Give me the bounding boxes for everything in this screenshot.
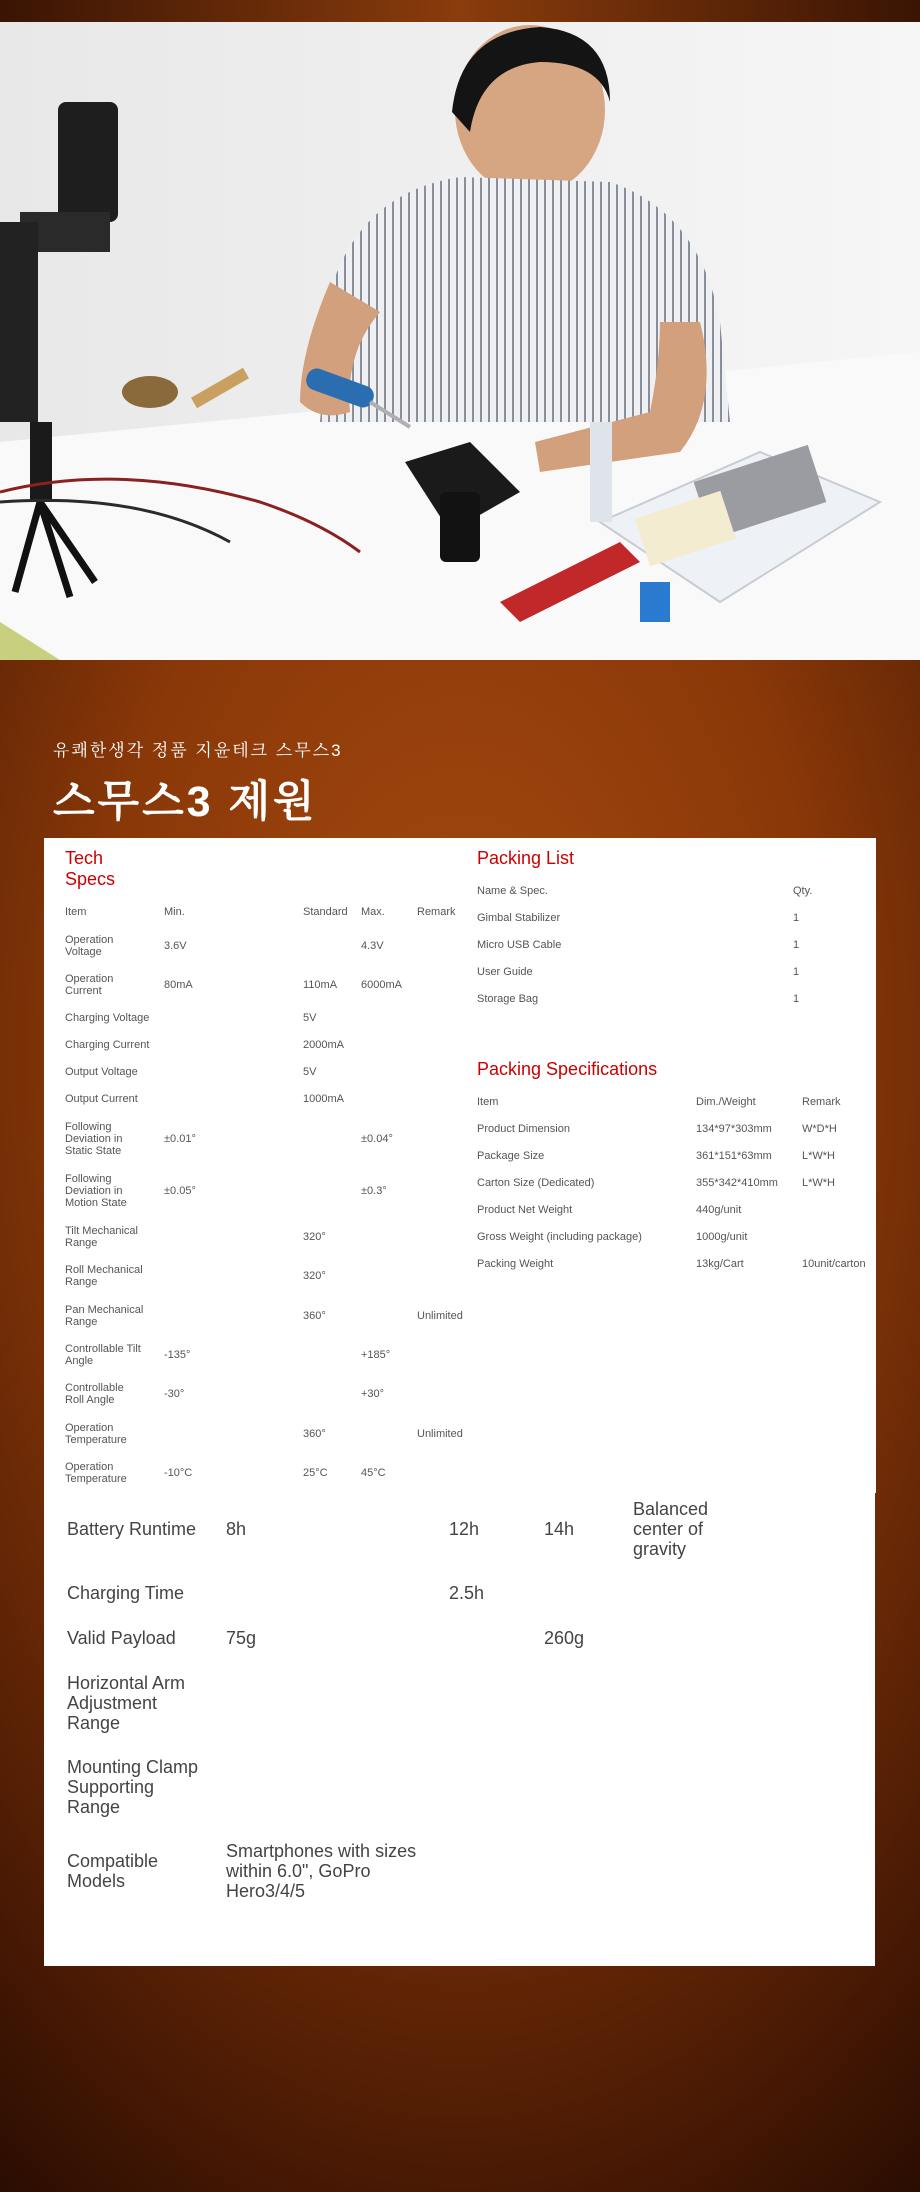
large-spec-min: 8h [226,1519,247,1539]
tech-cell-max: 4.3V [361,940,384,952]
tech-specs-title: Tech Specs [65,848,116,889]
tech-cell-item: Controllable Roll Angle [65,1382,124,1406]
tech-cell-item: Roll Mechanical Range [65,1264,143,1288]
packing-list-name: Micro USB Cable [477,939,562,951]
tech-cell-std: 5V [303,1012,317,1024]
tech-cell-min: 80mA [164,979,193,991]
tech-cell-item: Operation Voltage [65,934,114,958]
large-spec-remark: Balanced center of gravity [633,1499,709,1559]
packing-specs-dim: 13kg/Cart [696,1258,744,1270]
large-spec-min: Smartphones with sizes within 6.0", GoPro Hero3/4/5 [226,1841,417,1901]
tech-cell-min: 3.6V [164,940,187,952]
large-spec-min: 75g [226,1628,257,1648]
packing-list-qty: 1 [793,912,800,924]
page-subtitle: 유쾌한생각 정품 지윤테크 스무스3 [53,741,343,760]
tech-cell-std: 320° [303,1231,326,1243]
packing-list-header-name: Name & Spec. [477,885,548,897]
tech-cell-item: Following Deviation in Motion State [65,1173,127,1209]
large-spec-item: Valid Payload [67,1628,176,1648]
large-spec-std: 2.5h [449,1583,485,1603]
tech-cell-std: 5V [303,1066,317,1078]
tech-header-max: Max. [361,906,385,918]
packing-list-title: Packing List [477,848,575,868]
tech-header-remark: Remark [417,906,456,918]
tech-cell-item: Charging Current [65,1039,150,1051]
tech-cell-item: Operation Current [65,973,114,997]
packing-specs-item: Gross Weight (including package) [477,1231,642,1243]
tech-header-item: Item [65,906,87,918]
tech-cell-min: -135° [164,1349,191,1361]
tech-cell-max: 6000mA [361,979,402,991]
tech-header-min: Min. [164,906,185,918]
tech-cell-min: -10°C [164,1467,193,1479]
packing-specs-item: Carton Size (Dedicated) [477,1177,595,1189]
tech-cell-std: 320° [303,1270,326,1282]
packing-specs-header-remark: Remark [802,1096,841,1108]
packing-specs-item: Packing Weight [477,1258,554,1270]
tech-cell-item: Pan Mechanical Range [65,1304,144,1328]
tech-cell-max: ±0.04° [361,1133,393,1145]
tech-cell-max: ±0.3° [361,1185,387,1197]
tech-cell-max: +30° [361,1388,385,1400]
packing-list-name: User Guide [477,966,533,978]
tech-cell-item: Charging Voltage [65,1012,150,1024]
tech-cell-min: ±0.01° [164,1133,196,1145]
tech-cell-item: Output Voltage [65,1066,138,1078]
packing-specs-dim: 1000g/unit [696,1231,748,1243]
tech-cell-item: Controllable Tilt Angle [65,1343,141,1367]
packing-specs-header-item: Item [477,1096,499,1108]
packing-specs-title: Packing Specifications [477,1059,658,1079]
tech-cell-item: Following Deviation in Static State [65,1121,123,1157]
product-photo [0,22,920,660]
packing-specs-dim: 355*342*410mm [696,1177,778,1189]
page-title: 스무스3 제원 [53,778,318,826]
spec-card-upper [44,838,876,1493]
tech-cell-item: Output Current [65,1093,138,1105]
large-spec-item: Battery Runtime [67,1519,197,1539]
large-spec-std: 12h [449,1519,480,1539]
packing-list-name: Storage Bag [477,993,539,1005]
tech-cell-min: ±0.05° [164,1185,196,1197]
packing-specs-remark: L*W*H [802,1150,836,1162]
large-spec-max: 260g [544,1628,585,1648]
tech-cell-max: 45°C [361,1467,386,1479]
packing-specs-item: Product Net Weight [477,1204,573,1216]
packing-list-name: Gimbal Stabilizer [477,912,561,924]
packing-specs-dim: 361*151*63mm [696,1150,772,1162]
tech-cell-item: Tilt Mechanical Range [65,1225,138,1249]
packing-specs-item: Product Dimension [477,1123,570,1135]
packing-specs-dim: 134*97*303mm [696,1123,772,1135]
packing-list-qty: 1 [793,993,800,1005]
packing-list-qty: 1 [793,966,800,978]
large-spec-max: 14h [544,1519,575,1539]
packing-specs-header-dim: Dim./Weight [696,1096,756,1108]
large-spec-item: Charging Time [67,1583,185,1603]
top-banner-strip [0,0,920,22]
tech-cell-std: 1000mA [303,1093,344,1105]
tech-cell-min: -30° [164,1388,185,1400]
packing-specs-item: Package Size [477,1150,545,1162]
tech-cell-item: Operation Temperature [65,1422,127,1446]
packing-specs-remark: 10unit/carton [802,1258,866,1270]
tech-cell-std: 110mA [303,979,338,991]
large-spec-item: Compatible Models [67,1851,159,1891]
tech-cell-item: Operation Temperature [65,1461,127,1485]
packing-list-header-qty: Qty. [793,885,813,897]
tech-cell-remark: Unlimited [417,1310,463,1322]
tech-cell-std: 25°C [303,1467,328,1479]
packing-specs-remark: L*W*H [802,1177,836,1189]
tech-cell-remark: Unlimited [417,1428,463,1440]
large-spec-item: Mounting Clamp Supporting Range [67,1757,199,1817]
tech-cell-std: 2000mA [303,1039,344,1051]
spec-card-lower [44,1493,875,1966]
packing-list-qty: 1 [793,939,800,951]
tech-cell-std: 360° [303,1310,326,1322]
tech-cell-max: +185° [361,1349,391,1361]
packing-specs-dim: 440g/unit [696,1204,742,1216]
tech-header-standard: Standard [303,906,348,918]
large-spec-item: Horizontal Arm Adjustment Range [67,1673,186,1733]
tech-cell-std: 360° [303,1428,326,1440]
packing-specs-remark: W*D*H [802,1123,837,1135]
